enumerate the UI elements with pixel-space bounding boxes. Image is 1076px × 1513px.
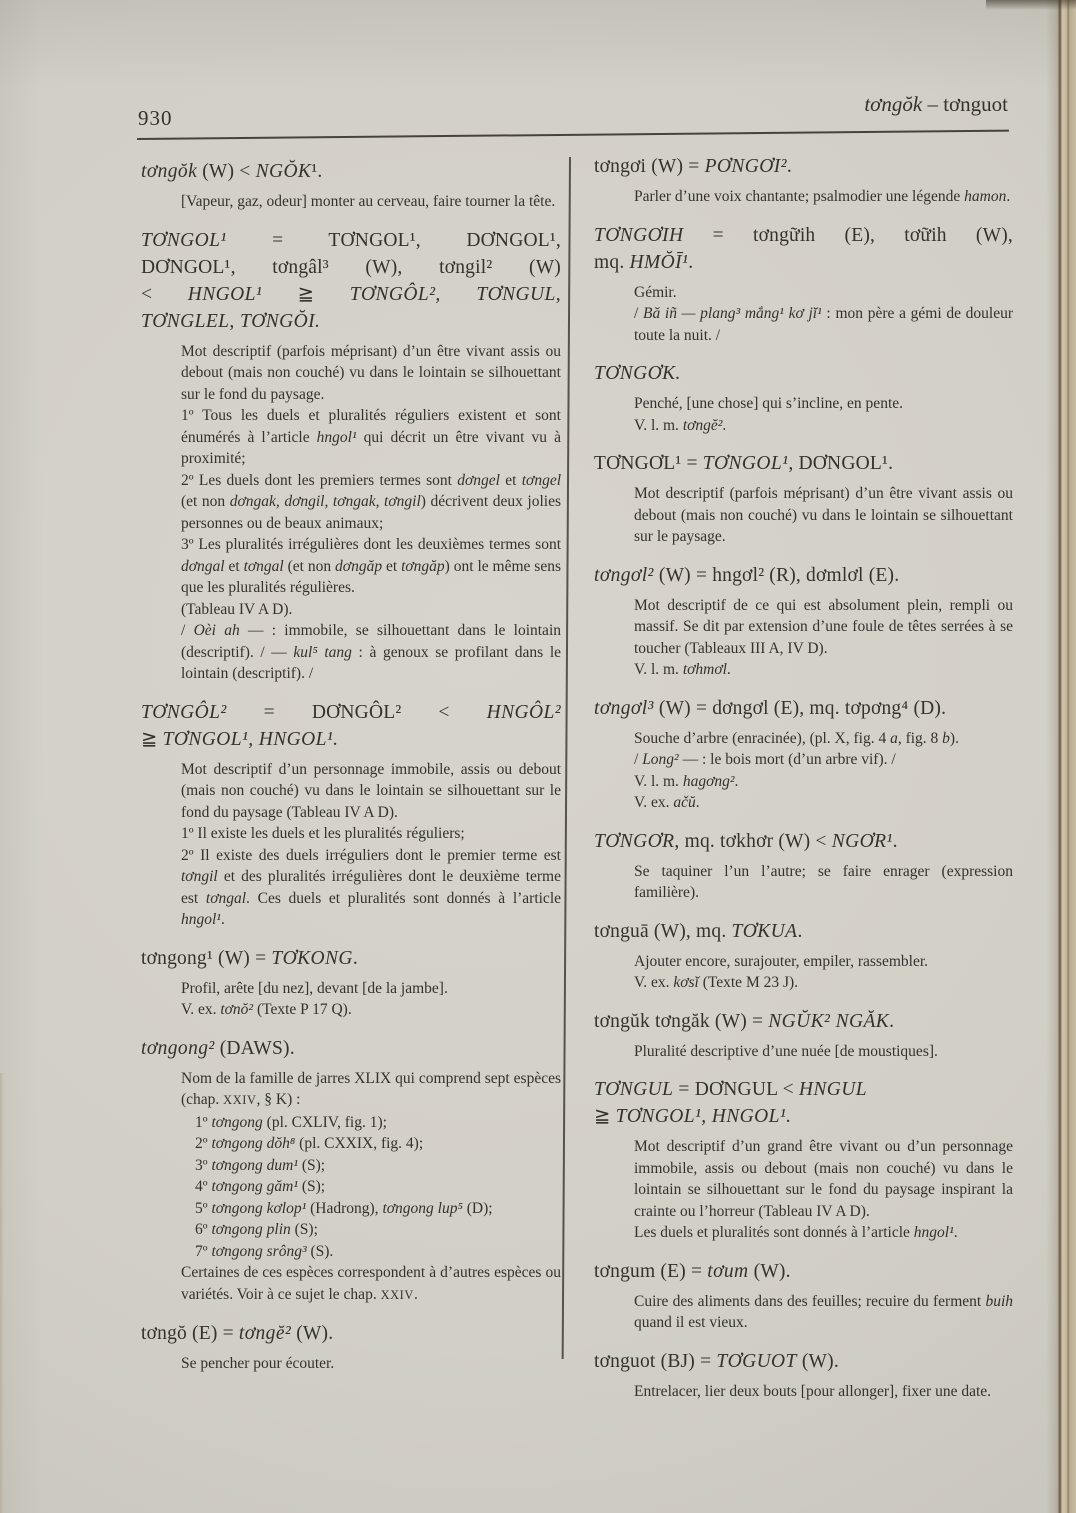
text-run: XXIV	[223, 1093, 257, 1107]
text-run: TƠKONG	[271, 947, 353, 969]
text-run: b	[942, 729, 950, 747]
dictionary-entry	[594, 1258, 1013, 1334]
text-run: tơngal	[205, 889, 247, 907]
entry-definition	[634, 415, 1013, 437]
text-run: tơngơl²	[594, 564, 654, 586]
entry-definition	[634, 303, 1013, 346]
text-run: V. ex.	[634, 974, 674, 991]
text-run: Certaines de ces espèces correspondent à d’autres espèces ou variétés. Voir à ce sujet le chap.	[181, 1264, 561, 1303]
headword-line	[594, 450, 1013, 477]
text-run: tơngĕ²	[682, 416, 723, 434]
headword-line	[141, 227, 561, 254]
headword-line	[594, 222, 1013, 249]
text-run: Bă iñ — plang³ mắng¹ kơ jĭ¹	[643, 305, 822, 322]
text-run: dơngăp	[335, 557, 383, 575]
entry-definition	[195, 1155, 561, 1177]
text-run: kul⁵ tang	[293, 643, 352, 661]
text-run: Entrelacer, lier deux bouts [pour allonger], fixer une date.	[634, 1382, 992, 1400]
text-run: PƠNGƠI²	[704, 156, 787, 177]
text-run: ≧	[594, 1106, 616, 1127]
text-run: Long²	[642, 751, 679, 768]
dictionary-entry	[594, 918, 1013, 994]
text-run: Parler d’une voix chantante; psalmodier une légende	[634, 188, 965, 205]
text-run: hamon	[964, 188, 1007, 205]
entry-definition	[181, 1262, 561, 1306]
text-run: .	[797, 920, 803, 942]
entry-definition	[181, 823, 561, 845]
dictionary-entry	[594, 1348, 1013, 1403]
dictionary-entry	[594, 828, 1013, 904]
headword-line	[594, 153, 1013, 180]
entry-definition	[634, 1381, 1013, 1403]
text-run: .	[786, 156, 792, 177]
entry-definition	[634, 1222, 1013, 1244]
text-run: TƠNGƠR	[594, 830, 675, 852]
text-run: .	[695, 794, 700, 811]
headword-line	[141, 158, 561, 185]
text-run: Gémir.	[634, 283, 677, 301]
text-run: tơngum (E) =	[594, 1260, 708, 1282]
column-divider	[562, 157, 571, 1359]
text-run: TƠNGƠK.	[594, 363, 681, 384]
page-number: 930	[138, 106, 173, 130]
text-run: V. l. m.	[634, 661, 683, 678]
text-run: (et non	[283, 557, 336, 575]
dictionary-entry	[594, 153, 1013, 208]
entry-definition	[181, 1068, 561, 1112]
entry-headword	[594, 1008, 1013, 1035]
headword-line	[594, 1258, 1013, 1285]
text-run: et	[224, 557, 244, 575]
dictionary-entry	[594, 1008, 1013, 1063]
text-run: 4º	[195, 1178, 212, 1195]
text-run: (S).	[306, 1242, 334, 1260]
headword-line	[594, 1008, 1013, 1035]
text-run: .	[892, 830, 898, 852]
text-run: tơngŏ (E) =	[141, 1323, 239, 1344]
text-run: (Hadrong),	[306, 1199, 383, 1217]
text-run: Mot descriptif d’un grand être vivant ou d’un personnage immobile, assis ou debout (mais non couché) vu dans le lointain se silhouettant sur le fond du paysage inspirant la crainte ou l’horreur (Tableau IV A D).	[634, 1138, 1013, 1220]
entry-definition	[634, 595, 1013, 660]
dictionary-entry	[594, 222, 1013, 347]
text-run: .	[688, 251, 694, 273]
text-run: Mot descriptif de ce qui est absolument plein, rempli ou massif. Se dit par extension d’une foule de têtes serrées à se toucher (Tableaux III A, IV D).	[634, 596, 1013, 657]
entry-definition	[634, 483, 1013, 548]
entry-definition	[195, 1176, 561, 1198]
entry-definition	[181, 534, 561, 599]
text-run: ) ont le même sens que les pluralités régulières.	[181, 557, 561, 596]
text-run: Se pencher pour écouter.	[181, 1355, 335, 1372]
headword-line	[594, 562, 1013, 589]
page-edge	[1046, 0, 1076, 1513]
entry-definition	[634, 861, 1013, 904]
dictionary-entry	[141, 945, 561, 1021]
entry-headword	[594, 153, 1013, 180]
entry-definition	[195, 1219, 561, 1241]
text-run: Souche d’arbre (enracinée), (pl. X, fig. 4	[634, 729, 891, 747]
entry-definition	[181, 1353, 561, 1375]
headword-line	[594, 1103, 1013, 1130]
text-run: Oèi ah	[193, 622, 240, 639]
text-run: tơngong kơlop¹	[211, 1199, 307, 1217]
text-run: .	[413, 1285, 418, 1303]
text-run: : mon père a gémi de douleur toute la nuit. /	[634, 305, 1014, 344]
text-run: TƠNGOL¹	[141, 229, 227, 251]
text-run: tơngŭk tơngăk (W) =	[594, 1010, 769, 1032]
text-run: TƠKUA	[731, 920, 798, 942]
running-head-first-word: tơngŏk	[864, 92, 923, 116]
text-run: — : immobile, se silhouettant dans le lointain (descriptif). / —	[181, 622, 561, 661]
text-run: a	[890, 729, 898, 747]
text-run: V. ex.	[181, 1001, 221, 1018]
text-run: tơngơl³	[594, 697, 654, 719]
headword-line	[141, 945, 561, 972]
text-run: ≧	[141, 728, 163, 750]
text-run: TƠNGOL¹, HNGOL¹.	[615, 1106, 792, 1127]
text-run: [Vapeur, gaz, odeur] monter au cerveau, faire tourner la tête.	[181, 193, 556, 210]
entry-headword	[594, 1348, 1013, 1375]
text-run: — : le bois mort (d’un arbre vif). /	[678, 751, 896, 768]
text-run: , mq. tơkhơr (W) <	[674, 830, 832, 852]
text-run: NGŎK	[255, 161, 312, 182]
text-run: 1º Il existe les duels et les pluralités réguliers;	[181, 825, 465, 842]
text-run: tơngong lup⁵	[382, 1199, 463, 1217]
dictionary-entry	[141, 158, 561, 213]
text-run: Cuire des aliments dans des feuilles; recuire du ferment	[634, 1292, 986, 1310]
headword-line	[594, 360, 1013, 387]
entry-definition	[181, 845, 561, 931]
dictionary-entry	[594, 562, 1013, 681]
text-run: 1º Tous les duels et pluralités réguliers existent et sont énumérés à l’article	[181, 407, 561, 446]
text-run: Penché, [une chose] qui s’incline, en pente.	[634, 395, 904, 412]
entry-headword	[141, 699, 561, 753]
text-run: ) décrivent deux jolies personnes ou de beaux animaux;	[181, 493, 561, 532]
headword-line	[141, 726, 561, 753]
dictionary-entry	[141, 1035, 561, 1307]
dictionary-entry	[141, 1320, 561, 1375]
text-run: tơngong¹ (W) =	[141, 947, 272, 969]
text-run: quand il est vieux.	[634, 1314, 748, 1331]
headword-line	[594, 918, 1013, 945]
text-run: TƠNGÔL², TƠNGUL,	[349, 283, 561, 305]
text-run: . Ces duels et pluralités sont donnés à l’article	[246, 889, 562, 907]
text-run: (W).	[796, 1350, 839, 1372]
text-run: /	[181, 622, 194, 639]
entry-headword	[141, 1320, 561, 1347]
text-run: .	[220, 911, 225, 928]
text-run: (W) = dơngơl (E), mq. tơpơng⁴ (D).	[653, 697, 947, 719]
entry-definition	[634, 393, 1013, 415]
entry-headword	[594, 1076, 1013, 1130]
right-column	[594, 153, 1013, 1402]
text-run: 3º Les pluralités irrégulières dont les deuxièmes termes sont	[181, 536, 561, 553]
dictionary-entry	[594, 1076, 1013, 1244]
text-run: qui décrit un être vivant vu à proximité;	[181, 428, 561, 467]
text-run: tơngŏk	[141, 161, 198, 182]
text-run: TƠNGOL¹, HNGOL¹.	[162, 728, 339, 750]
entry-definition	[195, 1112, 561, 1134]
text-run: Se taquiner l’un l’autre; se faire enrager (expression familière).	[634, 862, 1013, 901]
text-run: .	[734, 772, 739, 790]
text-run: dơngel	[457, 471, 500, 489]
entry-definition	[634, 1136, 1013, 1222]
text-run: hngol¹	[316, 428, 357, 446]
text-run: tơngong²	[141, 1037, 215, 1059]
text-run: (W) <	[197, 161, 256, 182]
entry-definition	[634, 749, 1013, 771]
entry-definition	[181, 191, 561, 213]
page-edge-left	[0, 1073, 4, 1513]
entry-definition	[181, 620, 561, 685]
text-run: , fig. 8	[897, 729, 943, 747]
text-run: tơum	[707, 1260, 749, 1282]
text-run: (W).	[291, 1323, 334, 1344]
headword-line	[141, 281, 561, 308]
text-run: .	[726, 661, 731, 678]
dictionary-entry	[594, 695, 1013, 814]
text-run: = tơngữih (E), tơữih (W),	[683, 224, 1013, 246]
entry-headword	[594, 360, 1013, 387]
entry-headword	[594, 562, 1013, 589]
text-run: <	[141, 283, 188, 305]
text-run: (W) = hngơl² (R), dơmlơl (E).	[653, 564, 900, 586]
text-run: et	[499, 471, 522, 489]
text-run: V. l. m.	[634, 772, 683, 790]
entry-headword	[141, 158, 561, 185]
entry-headword	[594, 695, 1013, 722]
text-run: tơngel	[521, 471, 562, 489]
text-run: TƠNGUL	[594, 1079, 674, 1100]
text-run: et	[382, 557, 402, 575]
entry-headword	[594, 828, 1013, 855]
text-run: (S);	[290, 1221, 318, 1238]
text-run: .	[953, 1224, 958, 1241]
text-run: Pluralité descriptive d’une nuée [de moustiques].	[634, 1042, 938, 1060]
text-run: hngol¹	[181, 911, 221, 928]
entry-definition	[634, 792, 1013, 814]
running-head	[864, 92, 1008, 117]
text-run: NGŬK² NGĂK	[768, 1010, 890, 1032]
entry-headword	[594, 222, 1013, 276]
dictionary-entry	[594, 450, 1013, 548]
text-run: NGƠR¹	[831, 830, 893, 852]
text-run: : à genoux se profilant dans le lointain (descriptif). /	[181, 643, 561, 682]
entry-headword	[594, 1258, 1013, 1285]
text-run: (Tableau IV A D).	[181, 600, 293, 618]
text-run: HNGUL	[798, 1079, 867, 1100]
text-run: 2º Il existe des duels irréguliers dont le premier terme est	[181, 846, 561, 864]
entry-definition	[195, 1241, 561, 1263]
page-edge-top-shadow	[986, 0, 1076, 10]
text-run: 2º	[195, 1135, 212, 1152]
text-run: V. l. m.	[634, 416, 683, 434]
text-run: TƠNGLEL, TƠNGŎI.	[141, 310, 321, 332]
text-run: tơngil	[181, 868, 218, 885]
entry-definition	[181, 759, 561, 824]
headword-line	[141, 699, 561, 726]
headword-line	[594, 249, 1013, 276]
dictionary-entry	[594, 360, 1013, 436]
text-run: ačŭ	[673, 794, 696, 811]
text-run: kơsĭ	[673, 974, 699, 991]
text-run: 7º	[195, 1242, 212, 1260]
text-run: tơngong plin	[211, 1221, 291, 1238]
text-run: tơhmơl	[682, 661, 727, 678]
text-run: tơnguā (W), mq.	[594, 920, 732, 942]
text-run: ).	[949, 729, 959, 747]
text-run: (et non	[181, 493, 230, 510]
text-run: (pl. CXLIV, fig. 1);	[262, 1113, 387, 1131]
text-run: dơngak, dơngil, tơngak, tơngil	[229, 493, 421, 510]
entry-definition	[634, 1041, 1013, 1063]
entry-definition	[195, 1198, 561, 1220]
text-run: mq.	[594, 251, 630, 273]
entry-definition	[181, 470, 561, 535]
entry-definition	[634, 972, 1013, 994]
text-run: tơngal	[243, 557, 284, 575]
entry-definition	[634, 1291, 1013, 1334]
text-run: tơngong găm¹	[211, 1178, 298, 1195]
header-rule	[137, 130, 1009, 140]
text-run: Les duels et pluralités sont donnés à l’article	[634, 1224, 914, 1241]
text-run: tơngong srông³	[211, 1242, 307, 1260]
text-run: dơngal	[181, 557, 225, 575]
entry-definition	[634, 951, 1013, 973]
text-run: tơnŏ²	[220, 1001, 254, 1018]
text-run: TƠGUOT	[716, 1350, 797, 1372]
text-run: .	[1006, 188, 1011, 205]
text-run: 6º	[195, 1221, 212, 1238]
text-run: = TƠNGOL¹, DƠNGOL¹,	[226, 229, 561, 251]
text-run: (Texte P 17 Q).	[253, 1001, 352, 1018]
text-run: buih	[985, 1292, 1013, 1310]
entry-headword	[594, 918, 1013, 945]
entry-definition	[181, 599, 561, 621]
text-run: (D);	[462, 1199, 493, 1217]
entry-definition	[634, 728, 1013, 750]
text-run: = DƠNGUL <	[673, 1079, 799, 1100]
text-run: tơngong dŏh⁸	[211, 1135, 296, 1152]
text-run: .	[352, 947, 358, 969]
text-run: TƠNGÔL²	[141, 701, 227, 723]
text-run: 3º	[195, 1156, 212, 1174]
headword-line	[594, 1348, 1013, 1375]
running-head-last-word: – tơnguot	[922, 92, 1008, 116]
text-run: /	[634, 751, 643, 768]
headword-line	[141, 308, 561, 335]
text-run: , DƠNGOL¹.	[788, 453, 894, 474]
text-run: XXIV	[380, 1287, 414, 1302]
text-run: ≧	[262, 283, 350, 305]
text-run: (pl. CXXIX, fig. 4);	[295, 1135, 424, 1152]
headword-line	[594, 828, 1013, 855]
entry-definition	[634, 771, 1013, 793]
entry-definition	[634, 282, 1013, 304]
text-run: Profil, arête [du nez], devant [de la jambe].	[181, 979, 448, 997]
text-run: tơngong dum¹	[211, 1156, 298, 1174]
text-run: Mot descriptif (parfois méprisant) d’un être vivant assis ou debout (mais non couché) vu dans le lointain se silhouettant sur le paysage.	[634, 485, 1013, 545]
text-run: Mot descriptif d’un personnage immobile, assis ou debout (mais non couché) vu dans le lointain se silhouettant sur le fond du paysage (Tableau IV A D).	[181, 760, 561, 821]
text-run: tơngơi (W) =	[594, 156, 705, 177]
dictionary-entry	[141, 699, 561, 931]
text-run: HNGOL¹	[187, 283, 263, 305]
text-run: ¹.	[311, 161, 323, 182]
text-run: tơngĕ²	[238, 1323, 292, 1344]
entry-definition	[195, 1133, 561, 1155]
entry-definition	[181, 978, 561, 1000]
text-run: (S);	[297, 1178, 326, 1195]
text-run: tơngong	[211, 1113, 263, 1131]
text-run: (S);	[297, 1156, 326, 1174]
text-run: V. ex.	[634, 794, 674, 811]
text-run: = DƠNGÔL² <	[226, 701, 487, 723]
text-run: (W).	[748, 1260, 791, 1282]
text-run: .	[722, 416, 727, 434]
text-run: HNGÔL²	[486, 701, 561, 723]
entry-definition	[181, 999, 561, 1021]
entry-headword	[594, 450, 1013, 477]
text-run: hagơng²	[682, 772, 735, 790]
text-run: TƠNGOL¹	[702, 453, 789, 474]
text-run: Mot descriptif (parfois méprisant) d’un être vivant assis ou debout (mais non couché) vu dans le lointain se silhouettant sur le fond du paysage.	[181, 342, 561, 403]
text-run: hngol¹	[913, 1224, 954, 1241]
text-run: (DAWS).	[214, 1037, 295, 1059]
entry-headword	[141, 227, 561, 335]
headword-line	[594, 1076, 1013, 1103]
entry-headword	[141, 1035, 561, 1062]
headword-line	[141, 1035, 561, 1062]
text-run: tơngăp	[401, 557, 445, 575]
headword-line	[594, 695, 1013, 722]
text-run: Ajouter encore, surajouter, empiler, rassembler.	[634, 952, 929, 970]
entry-definition	[181, 405, 561, 470]
text-run: TƠNGƠL¹ =	[594, 453, 703, 474]
left-column	[141, 158, 561, 1375]
dictionary-entry	[141, 227, 561, 685]
text-run: /	[634, 305, 644, 322]
headword-line	[141, 1320, 561, 1347]
text-run: TƠNGƠIH	[594, 224, 684, 246]
text-run: 1º	[195, 1113, 212, 1131]
text-run: Nom de la famille de jarres XLIX qui comprend sept espèces (chap.	[181, 1069, 561, 1108]
text-run: HMŎĪ¹	[629, 251, 689, 273]
text-run: DƠNGOL¹, tơngâl³ (W), tơngil² (W)	[141, 256, 561, 278]
text-run: 2º Les duels dont les premiers termes sont	[181, 471, 458, 489]
entry-headword	[141, 945, 561, 972]
text-run: 5º	[195, 1199, 212, 1217]
text-run: et des pluralités irrégulières dont le deuxième terme est	[181, 868, 561, 907]
entry-definition	[181, 341, 561, 406]
headword-line	[141, 254, 561, 281]
text-run: .	[889, 1010, 895, 1032]
text-run: , § K) :	[256, 1091, 301, 1108]
text-run: tơnguot (BJ) =	[594, 1350, 717, 1372]
text-run: (Texte M 23 J).	[698, 974, 799, 991]
entry-definition	[634, 659, 1013, 681]
entry-definition	[634, 186, 1013, 208]
